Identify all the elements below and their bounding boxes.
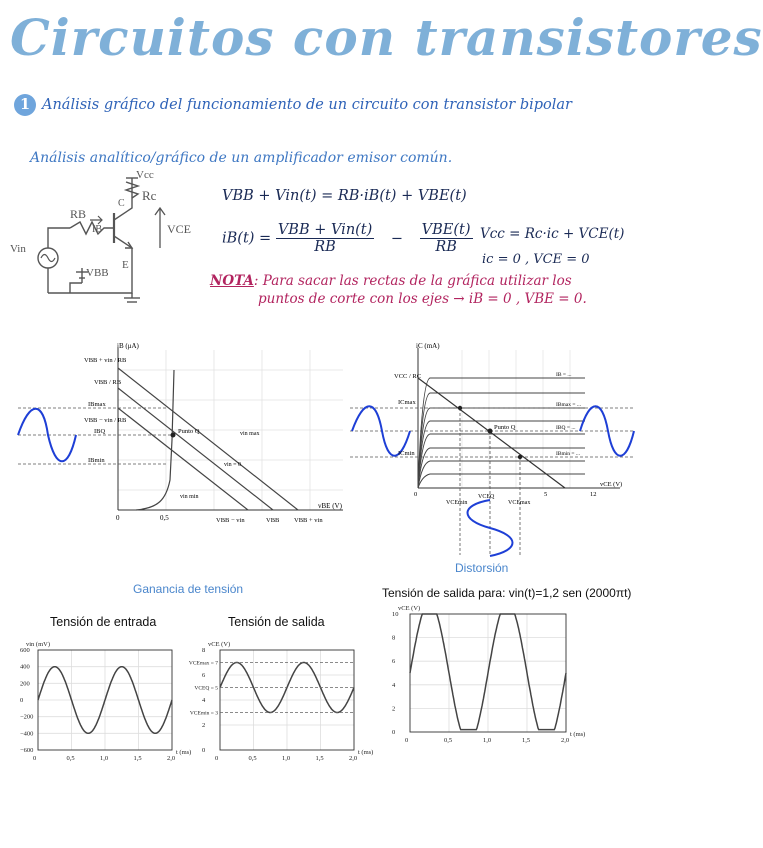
chart-input-voltage	[14, 640, 194, 765]
x-tick-label: 1,5	[315, 755, 324, 762]
chart-title-distortion: Tensión de salida para: vin(t)=1,2 sen (2000πt)	[382, 586, 632, 600]
y-tick-label: −400	[20, 730, 34, 738]
y-tick-label: 6	[392, 658, 396, 666]
x-tick-label: 1,0	[100, 755, 109, 762]
equation-4: ic = 0 , VCE = 0	[482, 252, 590, 267]
y-mark-label: VCEmin = 3	[189, 710, 218, 717]
x-tick-label: 0,5	[444, 737, 453, 744]
y-mark-label: VCEmax = 7	[188, 660, 218, 667]
in-y-label-6: IBmin	[88, 457, 105, 464]
y-tick-label: 8	[202, 647, 206, 654]
in-ann-vin0: vin = 0	[224, 462, 242, 468]
label-ib: IB	[92, 224, 102, 235]
label-e: E	[122, 259, 129, 271]
equation-2	[222, 222, 473, 255]
x-tick-label: 2,0	[167, 755, 176, 762]
y-tick-label: 0	[392, 729, 396, 736]
in-x-label-2: VBB	[266, 517, 280, 524]
out-curve-label-3: IBQ = ...	[556, 425, 576, 431]
out-curve-label-4: IBmin = ...	[556, 451, 581, 457]
y-tick-label: −600	[20, 747, 34, 754]
x-tick-label: 1,5	[522, 737, 531, 744]
in-ann-vinmax: vin max	[240, 431, 260, 437]
in-ann-vinmin: vin min	[180, 494, 199, 500]
eq2-lhs: iB(t) =	[222, 230, 272, 247]
x-tick-label: 1,0	[282, 755, 291, 762]
chart-distortion	[380, 605, 586, 754]
in-ylabel: iB (μA)	[117, 342, 139, 350]
in-y-label-2: VBB / RB	[94, 379, 122, 386]
distortion-title: Distorsión	[455, 561, 509, 575]
output-characteristic-chart	[350, 340, 640, 560]
eq2-den2: RB	[435, 239, 457, 255]
in-tick-0: 0	[116, 514, 120, 522]
equation-3: Vcc = Rc·ic + VCE(t)	[480, 226, 625, 242]
note	[210, 272, 587, 308]
chart-output-voltage	[190, 640, 380, 765]
section-text: Análisis gráfico del funcionamiento de un circuito con transistor bipolar	[42, 97, 572, 113]
eq2-num1: VBB + Vin(t)	[277, 222, 373, 238]
out-xlabel: vCE (V)	[600, 481, 623, 488]
out-curve-label-1: IB = ...	[556, 372, 572, 378]
x-tick-label: 0,5	[66, 755, 75, 762]
in-xlabel: vBE (V)	[318, 502, 342, 510]
label-vin: Vin	[10, 243, 26, 255]
y-axis-label: vin (mV)	[26, 641, 51, 648]
equation-1: VBB + Vin(t) = RB·iB(t) + VBE(t)	[222, 188, 467, 204]
x-axis-label: t (ms)	[358, 749, 374, 756]
input-signal-wave	[18, 409, 76, 462]
out-y-label-3: ICmin	[398, 450, 415, 457]
y-axis-label: vCE (V)	[208, 641, 231, 648]
label-rb: RB	[70, 207, 87, 221]
gain-title: Ganancia de tensión	[133, 582, 244, 596]
y-tick-label: 6	[202, 672, 206, 679]
chart-title-input: Tensión de entrada	[50, 615, 157, 629]
section-number: 1	[14, 94, 36, 116]
y-tick-label: 4	[392, 681, 396, 689]
label-c: C	[118, 198, 125, 209]
subtitle: Análisis analítico/gráfico de un amplificador emisor común.	[30, 150, 453, 166]
label-vcc: Vcc	[136, 169, 154, 181]
note-line1: : Para sacar las rectas de la gráfica utilizar los	[253, 273, 572, 289]
x-tick-label: 0	[405, 737, 409, 744]
x-tick-label: 1,0	[483, 737, 492, 744]
out-y-label-1: VCC / RC	[394, 373, 422, 380]
label-rc: Rc	[142, 188, 157, 203]
out-q-label: Punto Q	[494, 424, 516, 431]
x-axis-label: t (ms)	[570, 731, 586, 738]
note-label: NOTA	[210, 273, 254, 289]
x-axis-label: t (ms)	[176, 749, 192, 756]
out-y-label-2: ICmax	[398, 399, 416, 406]
out-x-label-3: VCEmax	[508, 500, 531, 506]
in-y-label-5: IBQ	[94, 428, 106, 435]
in-tick-1: 0,5	[160, 514, 169, 522]
out-curve-label-2: IBmax = ...	[556, 402, 581, 408]
x-tick-label: 0,5	[248, 755, 257, 762]
circuit-diagram	[10, 168, 210, 308]
eq2-num2: VBE(t)	[421, 222, 471, 238]
y-tick-label: 10	[392, 611, 399, 618]
y-tick-label: 4	[202, 697, 206, 704]
out-tick-2: 12	[590, 491, 597, 498]
eq2-minus: −	[390, 230, 404, 247]
y-tick-label: 400	[20, 663, 30, 671]
in-q-label: Punto Q	[178, 428, 200, 435]
label-vce: VCE	[167, 222, 191, 236]
in-y-label-4: IBmax	[88, 401, 106, 408]
y-tick-label: 200	[20, 680, 30, 688]
x-tick-label: 0	[215, 755, 219, 762]
y-tick-label: 8	[392, 634, 396, 642]
out-ylabel: iC (mA)	[416, 342, 440, 350]
note-line2: puntos de corte con los ejes → iB = 0 , VBE = 0.	[258, 291, 587, 307]
eq2-den1: RB	[314, 239, 336, 255]
out-x-label-2: VCEQ	[478, 494, 495, 500]
chart-title-output: Tensión de salida	[228, 615, 325, 629]
section-heading	[14, 94, 572, 116]
in-y-label-1: VBB + vin / RB	[84, 357, 127, 364]
input-characteristic-chart	[18, 340, 348, 530]
out-tick-0: 0	[414, 491, 418, 498]
out-tick-1: 5	[544, 491, 548, 498]
y-mark-label: VCEQ = 5	[194, 685, 218, 692]
x-tick-label: 1,5	[133, 755, 142, 762]
y-tick-label: 2	[202, 722, 206, 729]
in-x-label-3: VBB + vin	[294, 517, 323, 524]
y-tick-label: −200	[20, 713, 34, 721]
out-x-label-1: VCEmin	[446, 500, 468, 506]
label-vbb: VBB	[86, 267, 109, 279]
y-axis-label: vCE (V)	[398, 605, 421, 612]
page-title: Circuitos con transistores	[10, 8, 763, 67]
x-tick-label: 2,0	[561, 737, 570, 744]
x-tick-label: 0	[33, 755, 37, 762]
y-tick-label: 600	[20, 647, 30, 654]
in-y-label-3: VBB − vin / RB	[84, 417, 127, 424]
in-x-label-1: VBB − vin	[216, 517, 245, 524]
y-tick-label: 0	[20, 697, 24, 704]
x-tick-label: 2,0	[349, 755, 358, 762]
y-tick-label: 0	[202, 747, 206, 754]
y-tick-label: 2	[392, 705, 396, 713]
